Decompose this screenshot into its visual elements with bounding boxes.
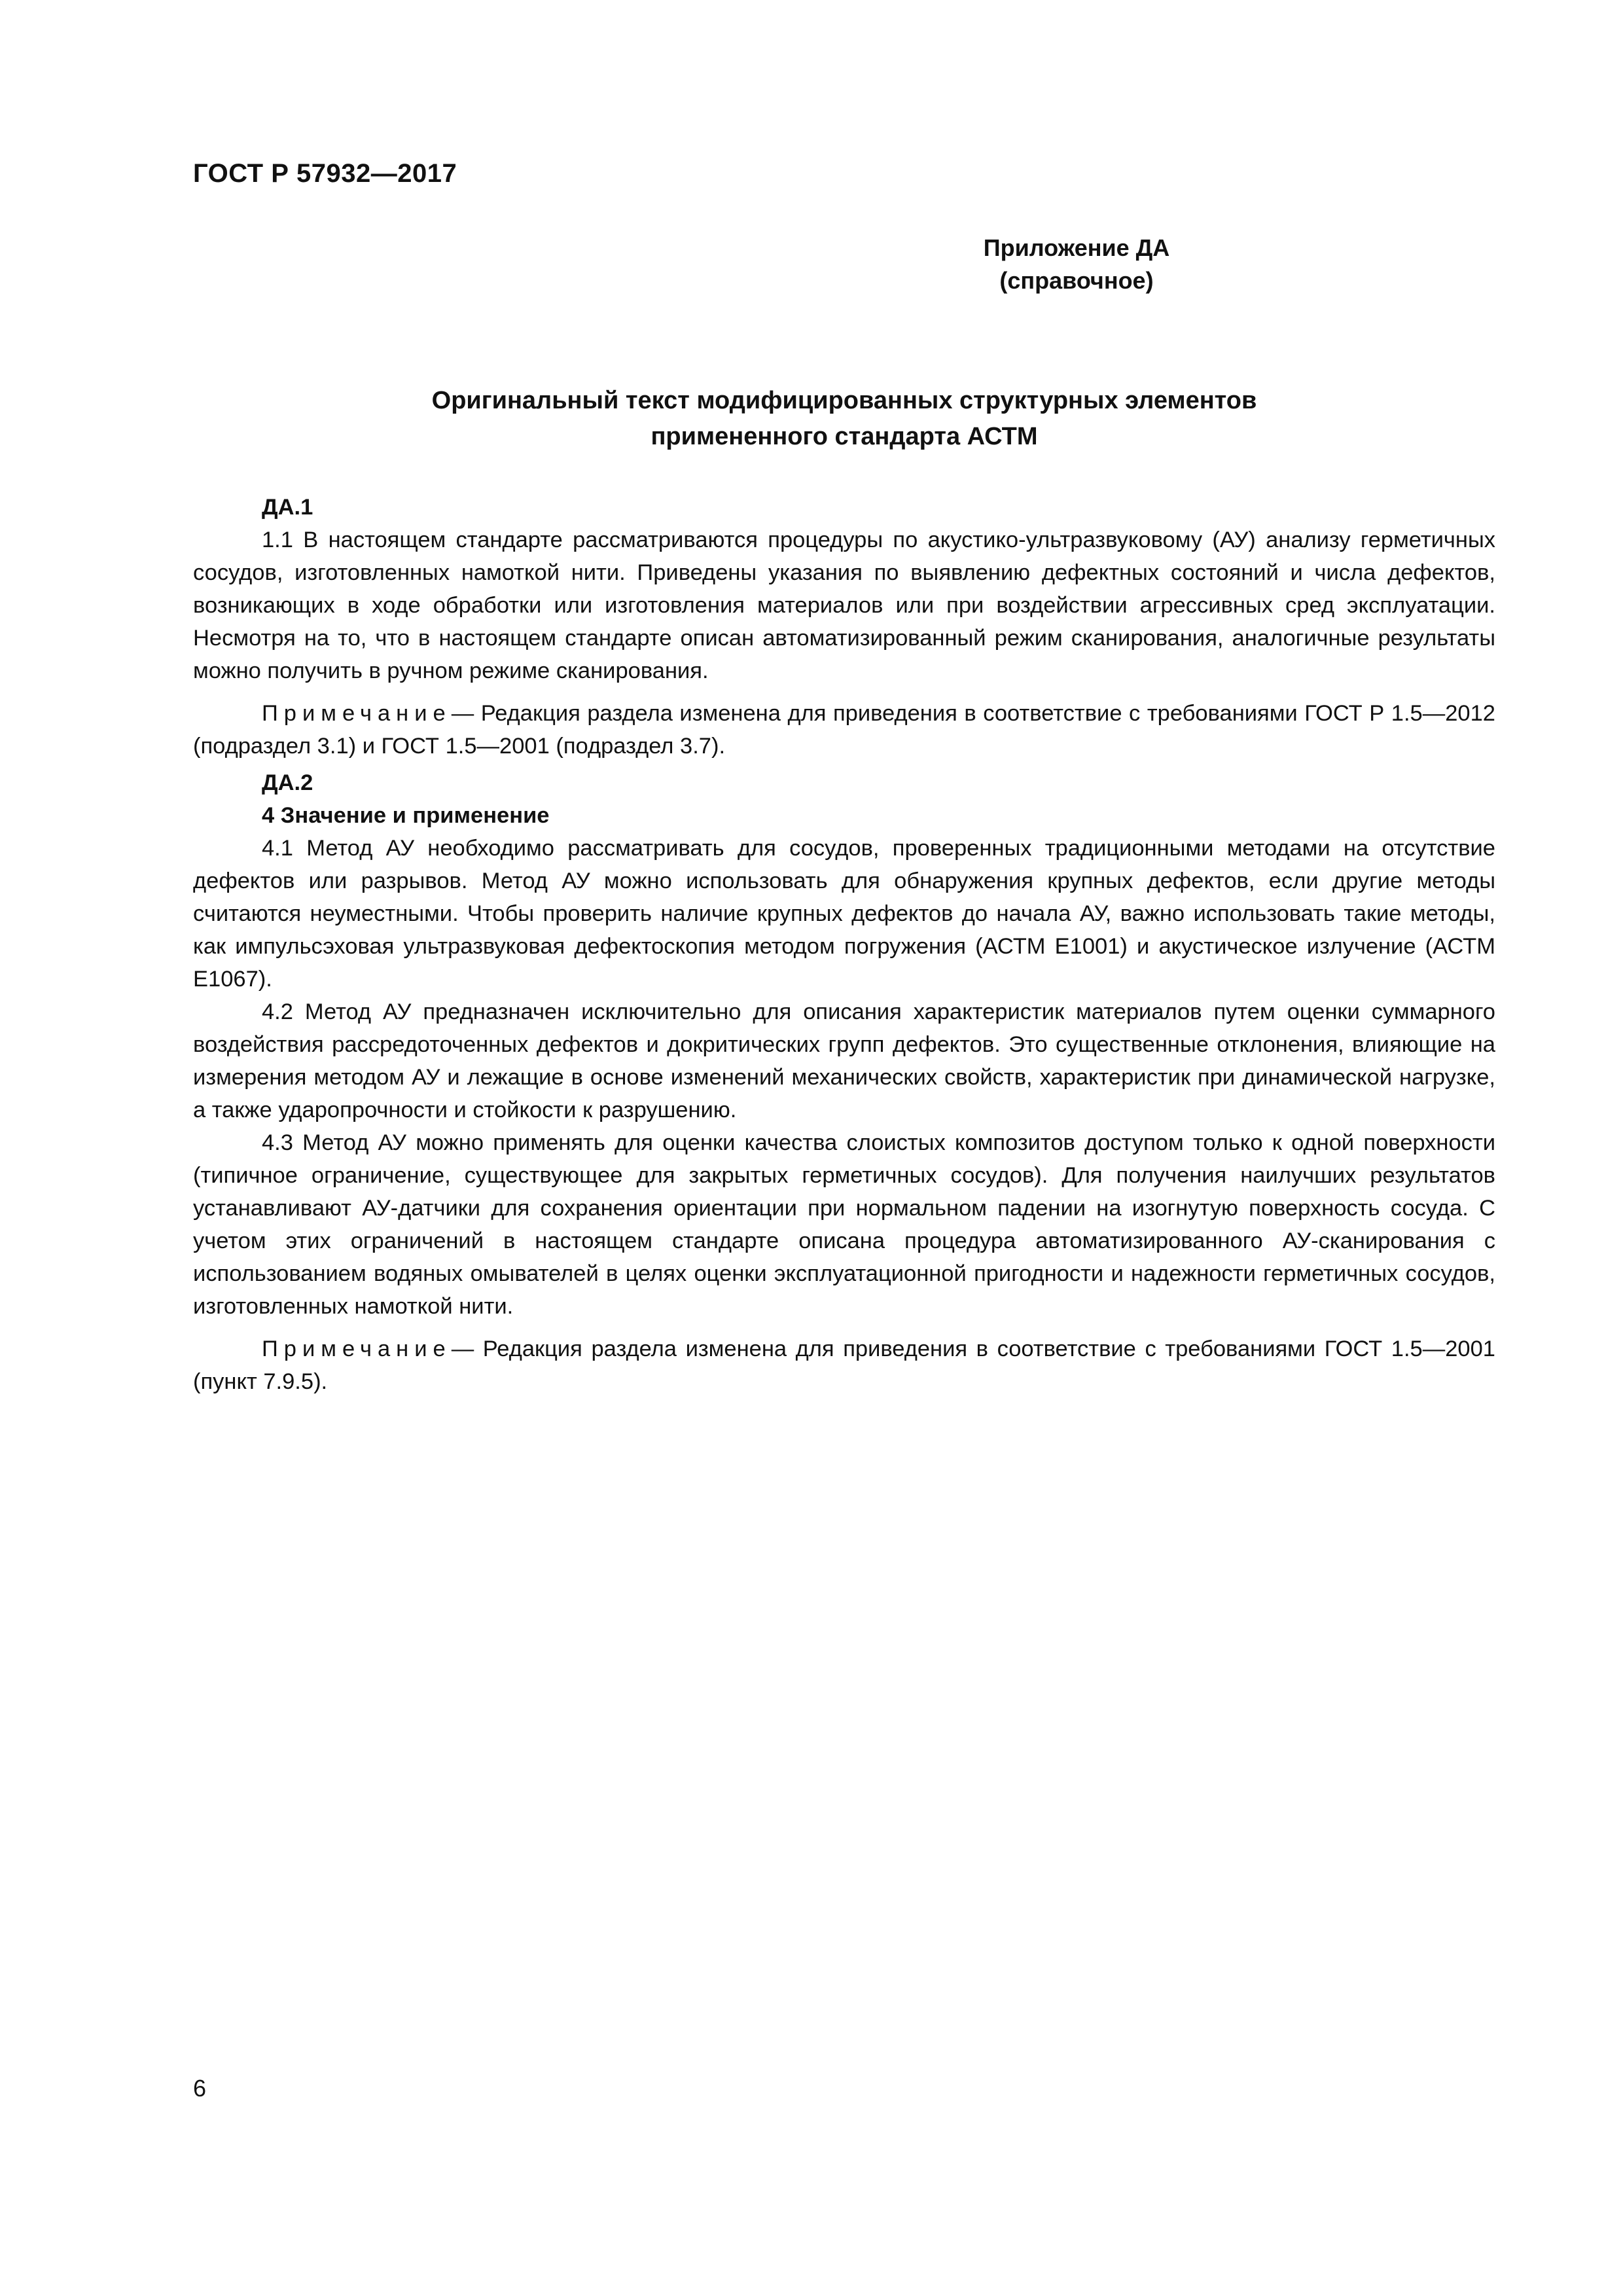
document-code: ГОСТ Р 57932—2017: [193, 159, 457, 188]
appendix-title: [193, 383, 1495, 455]
section-da2: [193, 766, 1495, 1398]
paragraph-4-3: 4.3 Метод АУ можно применять для оценки качества слоистых композитов доступом только к одной поверхности (типичное ограничение, существующее для закрытых герметичных сосудов). Для получения наилучших результатов устанавливают АУ-датчики для сохранения ориентации при нормальном падении на изогнутую поверхность сосуда. С учетом этих ограничений в настоящем стандарте описана процедура автоматизированного АУ-сканирования с использованием водяных омывателей в целях оценки эксплуатационной пригодности и надежности герметичных сосудов, изготовленных намоткой нити.: [193, 1130, 1495, 1319]
section-da2-subheading: 4 Значение и применение: [262, 803, 550, 828]
note-da1-label: Примечание: [262, 701, 452, 726]
section-da1: [193, 491, 1495, 762]
paragraph-1-1: 1.1 В настоящем стандарте рассматриваются процедуры по акустико-ультразвуковому (АУ) анализу герметичных сосудов, изготовленных намоткой нити. Приведены указания по выявлению дефектных состояний и числа дефектов, возникающих в ходе обработки или изготовления материалов или при воздействии агрессивных сред эксплуатации. Несмотря на то, что в настоящем стандарте описан автоматизированный режим сканирования, аналогичные результаты можно получить в ручном режиме сканирования.: [193, 528, 1495, 683]
paragraph-4-1: 4.1 Метод АУ необходимо рассматривать для сосудов, проверенных традиционными методами на отсутствие дефектов или разрывов. Метод АУ можно использовать для обнаружения крупных дефектов, если другие методы считаются неуместными. Чтобы проверить наличие крупных дефектов до начала АУ, важно использовать такие методы, как импульсэховая ультразвуковая дефектоскопия методом погружения (АСТМ Е1001) и акустическое излучение (АСТМ Е1067).: [193, 836, 1495, 992]
appendix-kind: (справочное): [999, 267, 1154, 294]
note-da2-text: — Редакция раздела изменена для приведения в соответствие с требованиями ГОСТ 1.5—2001 (пункт 7.9.5).: [193, 1336, 1495, 1394]
title-line-2: примененного стандарта АСТМ: [651, 423, 1038, 450]
note-da1-text: — Редакция раздела изменена для приведения в соответствие с требованиями ГОСТ Р 1.5—2012 (подраздел 3.1) и ГОСТ 1.5—2001 (подраздел 3.7).: [193, 701, 1495, 759]
paragraph-4-2: 4.2 Метод АУ предназначен исключительно для описания характеристик материалов путем оценки суммарного воздействия рассредоточенных дефектов и докритических групп дефектов. Это существенные отклонения, влияющие на измерения методом АУ и лежащие в основе изменений механических свойств, характеристик при динамической нагрузке, а также ударопрочности и стойкости к разрушению.: [193, 999, 1495, 1122]
note-da2-label: Примечание: [262, 1336, 452, 1361]
appendix-heading: [0, 232, 1623, 297]
note-da1: [193, 697, 1495, 762]
section-da2-heading: ДА.2: [262, 770, 313, 795]
section-da1-heading: ДА.1: [262, 495, 313, 520]
note-da2: [193, 1333, 1495, 1398]
page-number: 6: [193, 2075, 207, 2102]
appendix-label: Приложение ДА: [983, 234, 1170, 261]
document-body: [193, 491, 1495, 1398]
title-line-1: Оригинальный текст модифицированных структурных элементов: [431, 387, 1257, 414]
